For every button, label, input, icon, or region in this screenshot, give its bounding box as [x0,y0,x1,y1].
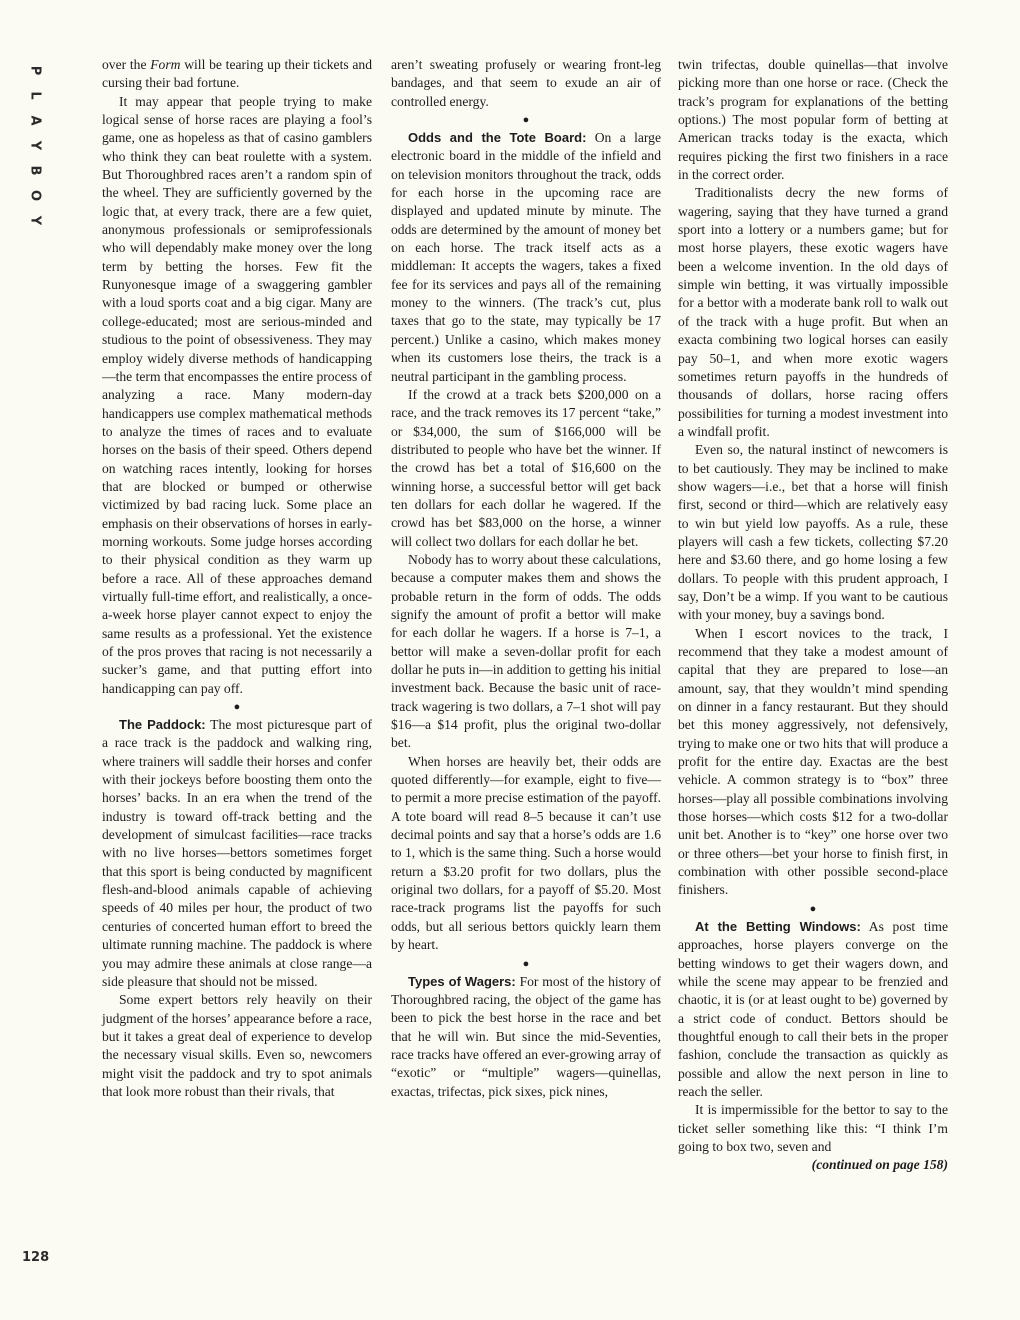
text-column-3 [678,56,948,1175]
paragraph [678,56,948,184]
section-bullet [391,957,661,971]
paragraph-text: Traditionalists decry the new forms of wagering, saying that they have turned a grand sport into a lottery or a numbers game; but for most horse players, these exotic wagers have been a welcome invention. In the old days of simple win betting, it was virtually impossible for a bettor with a moderate bank roll to walk out of the track with a huge profit. But when an exacta combining two logical horses can easily pay 50–1, and when more exotic wagers sometimes return payoffs in the hundreds of thousands of dollars, horse racing offers possibilities for turning a modest investment into a windfall profit. [678,185,948,439]
paragraph-text: When I escort novices to the track, I recommend that they take a modest amount of capital that they are prepared to lose—an amount, say, that they wouldn’t mind spending on dinner in a fancy restaurant. But they should bet this money aggressively, not defensively, trying to make one or two hits that will produce a profit for the entire day. Exactas are the best vehicle. A common strategy is to “box” three horses—play all possible combinations involving those horses—which costs $12 for a two-dollar unit bet. Another is to “key” one horse over two or three others—bet your horse to finish first, in combination with other possible second-place finishers. [678,625,948,898]
paragraph [102,93,372,698]
paragraph [678,625,948,900]
paragraph-text: aren’t sweating profusely or wearing front-leg bandages, and that seem to exude an air of controlled energy. [391,57,661,109]
section-heading: At the Betting Windows: [695,918,861,934]
masthead-letter: Y [27,140,43,151]
paragraph-text: On a large electronic board in the middle of the infield and on television monitors throughout the track, odds for each horse in the upcoming race are displayed and updated minute by minute. The odds are determined by the amount of money bet on each horse. The track itself acts as a middleman: It accepts the wagers, takes a fixed fee for its services and pays all of the remaining money to the winners. (The track’s cut, plus taxes that go to the state, may typically be 17 percent.) Unlike a casino, which makes money when its customers lose theirs, the track is a neutral participant in the gambling process. [391,130,661,384]
paragraph-text: The most picturesque part of a race track is the paddock and walking ring, where trainers will saddle their horses and confer with their jockeys before boosting them onto the horses’ backs. In an era when the trend of the industry is toward off-track betting and the development of simulcast facilities—race tracks with no live horses—bettors sometimes forget that this sport is being conducted by magnificent flesh-and-blood animals capable of achieving speeds of 40 miles per hour, the product of two centuries of concerted human effort to breed the ultimate running machine. The paddock is where you may admire these animals at close range—a side pleasure that should not be missed. [102,717,372,989]
paragraph-text: Some expert bettors rely heavily on their judgment of the horses’ appearance before a race, but it takes a great deal of experience to develop the necessary visual skills. Even so, newcomers might visit the paddock and try to spot animals that look more robust than their rivals, that [102,992,372,1099]
paragraph [391,129,661,386]
paragraph-text: As post time approaches, horse players converge on the betting windows to get their wagers down, and while the scene may appear to be frenzied and chaotic, it is (or at least ought to be) governed by a strict code of conduct. Bettors should be thoughtful enough to call their bets in the proper fashion, conclude the transaction as quickly as possible and allow the next person in line to reach the seller. [678,918,948,1099]
paragraph-text: Nobody has to worry about these calculations, because a computer makes them and shows the probable return in the form of odds. The odds signify the amount of profit a bettor will make for each dollar he wagers. If a horse is 7–1, a bettor will make a seven-dollar profit for each dollar he puts in—in addition to getting his initial investment back. Because the basic unit of race-track wagering is two dollars, a 7–1 shot will pay $16—a $14 profit, plus the original two-dollar bet. [391,551,661,751]
magazine-name-vertical [24,58,46,233]
paragraph [391,753,661,955]
page-number: 128 [22,1250,50,1265]
paragraph [391,973,661,1101]
masthead-letter: P [27,65,43,76]
paragraph [391,386,661,551]
section-heading: The Paddock: [119,717,206,733]
paragraph-text: It is impermissible for the bettor to say to the ticket seller something like this: “I think I’m going to box two, seven and [678,1102,948,1154]
paragraph-text: It may appear that people trying to make logical sense of horse races are playing a fool’s game, one as hopeless as that of casino gamblers who think they can beat roulette with a system. But Thoroughbred races aren’t a random spin of the wheel. They are sufficiently governed by the logic that, at every track, there are a few quiet, anonymous professionals or semiprofessionals who will dependably make money over the long term by betting the horses. Few fit the Runyonesque image of a swaggering gambler with a loud sports coat and a big cigar. Many are college-educated; most are serious-minded and studious to the point of obsessiveness. They may employ widely diverse methods of handicapping—the term that encompasses the entire process of analyzing a race. Many modern-day handicappers use complex mathematical methods to analyze the times of races and to evaluate horses on the basis of their speed. Others depend on watching races intently, looking for horses that are blocked or bumped or otherwise victimized by bad racing luck. Some place an emphasis on their observations of horses in early-morning workouts. Some judge horses according to their physical condition as they warm up before a race. All of these approaches demand virtually full-time effort, and realistically, a once-a-week horse player cannot expect to enjoy the same results as a professional. Yet the existence of the pros proves that racing is not necessarily a sucker’s game, and that putting effort into handicapping can pay off. [102,93,372,696]
masthead-letter: Y [27,215,43,226]
section-bullet [678,902,948,916]
paragraph [678,441,948,624]
continued-line: (continued on page 158) [811,1157,948,1173]
paragraph [678,184,948,441]
masthead-letter: O [27,189,43,202]
paragraph [102,716,372,991]
paragraph-text: twin trifectas, double quinellas—that involve picking more than one horse or race. (Check the track’s program for explanations of the betting options.) The most popular form of betting at American tracks today is the exacta, which requires picking the first two finishers in a race in the correct order. [678,57,948,183]
paragraph-text: will be tearing up their tickets and cursing their bad fortune. [102,57,372,91]
masthead-letter: L [27,91,43,100]
section-heading: Odds and the Tote Board: [408,130,587,146]
paragraph [678,918,948,1101]
paragraph-text: If the crowd at a track bets $200,000 on a race, and the track removes its 17 percent “take,” or $34,000, the sum of $166,000 will be distributed to people who have bet the winner. If the crowd has bet a total of $16,600 on the winning horse, a successful bettor will get back ten dollars for each dollar he wagered. If the crowd has bet $83,000 on the horse, a winner will collect two dollars for each dollar he bet. [391,386,661,549]
paragraph-text: For most of the history of Thoroughbred racing, the object of the game has been to pick the best horse in the race and bet that he will win. But since the mid-Seventies, race tracks have offered an ever-growing array of “exotic” or “multiple” wagers—quinellas, exactas, trifectas, pick sixes, pick nines, [391,973,661,1099]
masthead-letter: B [27,165,43,176]
paragraph-text: When horses are heavily bet, their odds are quoted differently—for example, eight to five—to permit a more precise estimation of the payoff. A tote board will read 8–5 because it can’t use decimal points and say that a horse’s odds are 1.6 to 1, which is the same thing. Such a horse would return a $3.20 profit for two dollars, plus the original two dollars, for a payoff of $5.20. Most race-track programs list the payoffs for such odds, but all serious bettors quickly learn them by heart. [391,753,661,953]
text-column-2 [391,56,661,1101]
section-heading: Types of Wagers: [408,973,516,989]
section-bullet [102,700,372,714]
paragraph-text: Form [150,57,181,72]
paragraph [102,991,372,1101]
paragraph [391,56,661,111]
paragraph [102,56,372,93]
masthead-letter: A [27,115,43,126]
paragraph-text: Even so, the natural instinct of newcomers is to bet cautiously. They may be inclined to make show wagers—i.e., bet that a horse will finish first, second or third—which are relatively easy to win but yield low payoffs. As a rule, these players will cash a few tickets, collecting $7.20 here and $3.60 there, and go home losing a few dollars. To people with this prudent approach, I say, Don’t be a wimp. If you want to be cautious with your money, buy a savings bond. [678,442,948,623]
section-bullet [391,113,661,127]
paragraph [678,1101,948,1156]
paragraph [391,551,661,753]
text-column-1 [102,56,372,1101]
paragraph-text: over the [102,57,151,72]
